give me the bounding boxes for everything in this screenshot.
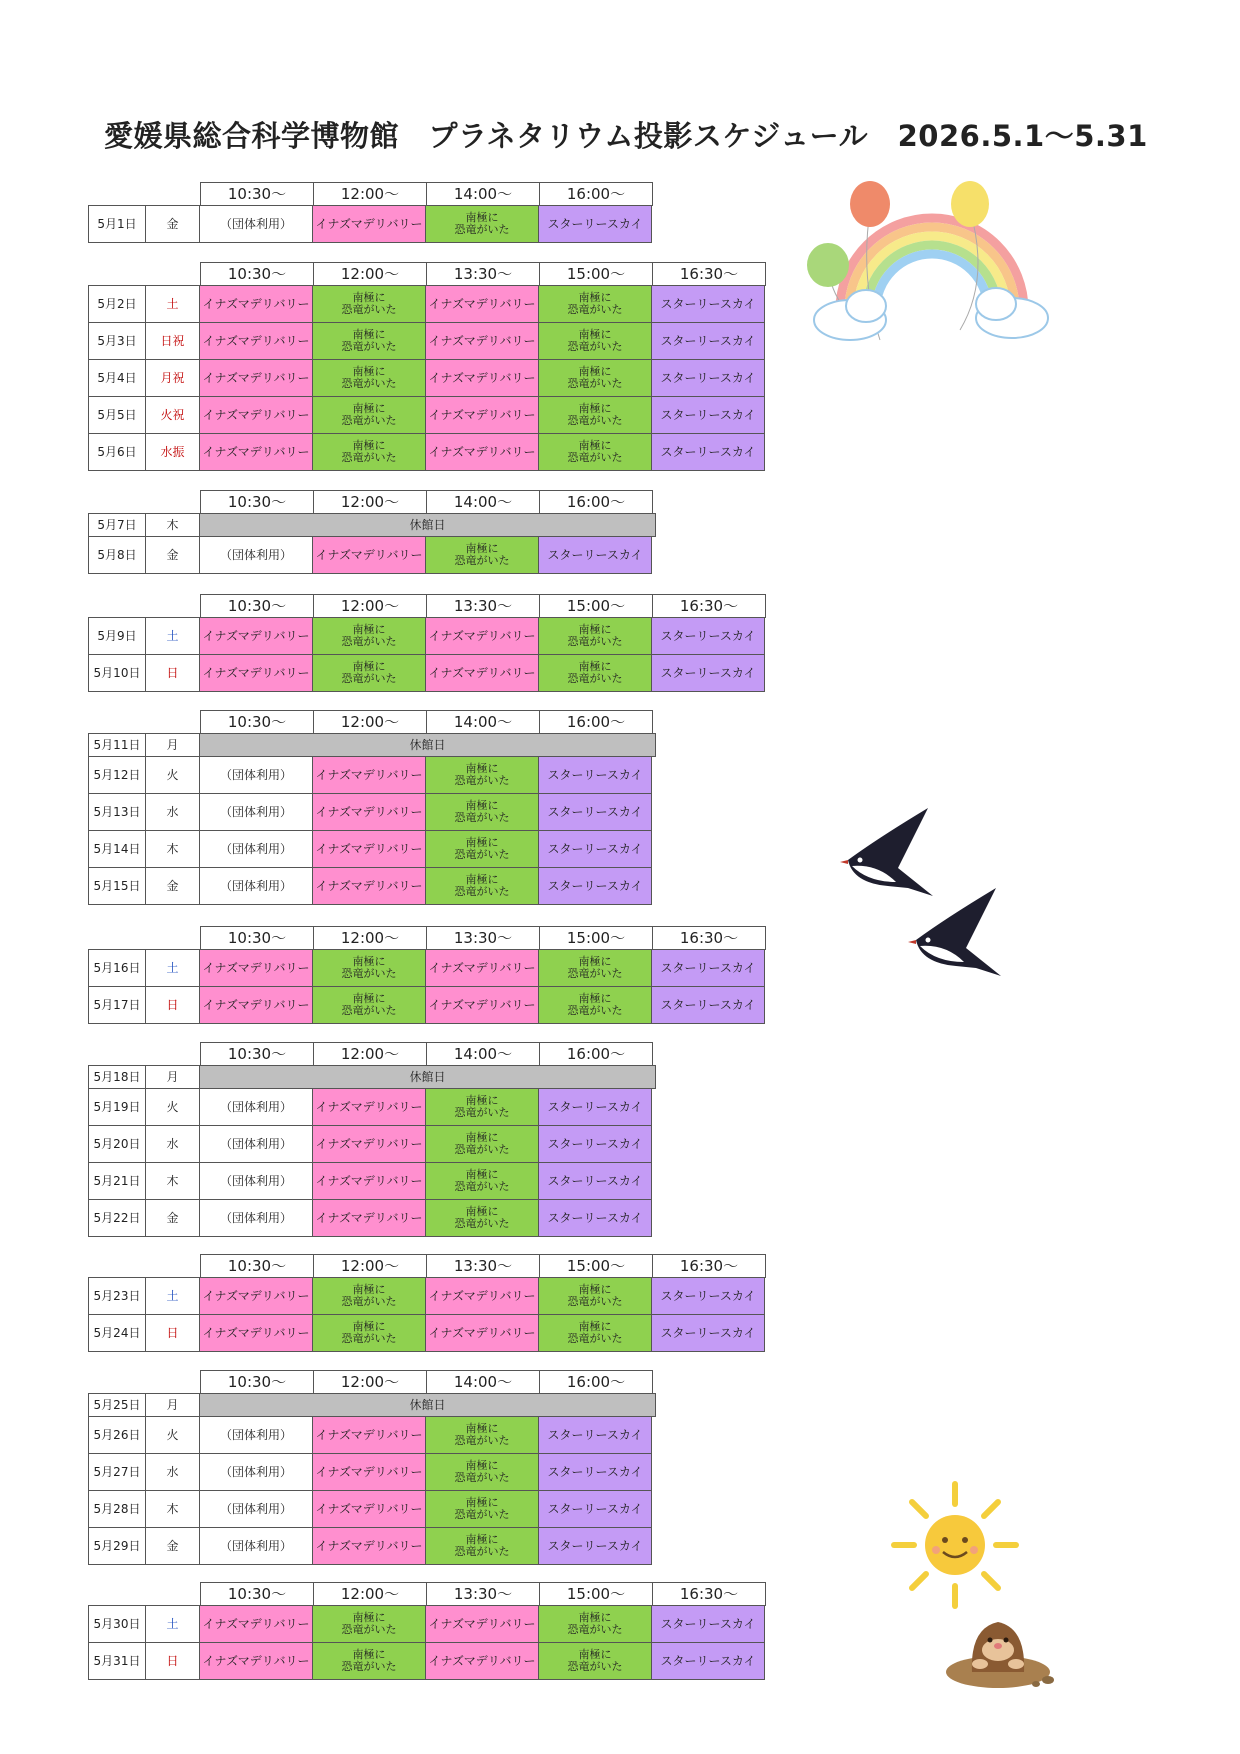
time-header-row: [200, 1582, 788, 1606]
table-row: [88, 1199, 788, 1237]
date-cell: 5月24日: [88, 1314, 146, 1352]
table-row: [88, 1065, 788, 1089]
time-header: 13:30〜: [426, 1254, 540, 1278]
show-cell-starry: スターリースカイ: [538, 756, 652, 794]
show-cell-starry: スターリースカイ: [651, 1314, 765, 1352]
weekday-cell: 火祝: [145, 396, 200, 434]
time-header: 10:30〜: [200, 926, 314, 950]
show-cell-inazuma: イナズマデリバリー: [425, 1642, 539, 1680]
time-header: 14:00〜: [426, 490, 540, 514]
time-header: 16:30〜: [652, 1582, 766, 1606]
show-cell-nankyoku: 南極に 恐竜がいた: [425, 536, 539, 574]
show-cell-nankyoku: 南極に 恐竜がいた: [538, 654, 652, 692]
show-cell-inazuma: イナズマデリバリー: [312, 867, 426, 905]
table-row: [88, 830, 788, 868]
date-cell: 5月1日: [88, 205, 146, 243]
weekday-cell: 土: [145, 1605, 200, 1643]
weekday-cell: 金: [145, 1199, 200, 1237]
show-cell-starry: スターリースカイ: [538, 1125, 652, 1163]
show-cell-nankyoku: 南極に 恐竜がいた: [312, 986, 426, 1024]
show-cell-inazuma: イナズマデリバリー: [312, 1199, 426, 1237]
show-cell-nankyoku: 南極に 恐竜がいた: [312, 1642, 426, 1680]
show-cell-inazuma: イナズマデリバリー: [312, 1453, 426, 1491]
date-cell: 5月11日: [88, 733, 146, 757]
schedule-block: [88, 262, 788, 471]
show-cell-inazuma: イナズマデリバリー: [199, 1277, 313, 1315]
show-cell-nankyoku: 南極に 恐竜がいた: [538, 433, 652, 471]
show-cell-nankyoku: 南極に 恐竜がいた: [538, 986, 652, 1024]
show-cell-starry: スターリースカイ: [651, 433, 765, 471]
show-cell-nankyoku: 南極に 恐竜がいた: [312, 359, 426, 397]
show-cell-inazuma: イナズマデリバリー: [312, 793, 426, 831]
show-cell-group: （団体利用）: [199, 536, 313, 574]
date-cell: 5月8日: [88, 536, 146, 574]
show-cell-starry: スターリースカイ: [538, 793, 652, 831]
show-cell-inazuma: イナズマデリバリー: [199, 1314, 313, 1352]
time-header: 10:30〜: [200, 1370, 314, 1394]
weekday-cell: 金: [145, 1527, 200, 1565]
weekday-cell: 日: [145, 654, 200, 692]
weekday-cell: 木: [145, 830, 200, 868]
time-header: 16:00〜: [539, 1370, 653, 1394]
weekday-cell: 土: [145, 949, 200, 987]
show-cell-inazuma: イナズマデリバリー: [425, 1314, 539, 1352]
show-cell-inazuma: イナズマデリバリー: [312, 1490, 426, 1528]
show-cell-nankyoku: 南極に 恐竜がいた: [425, 1416, 539, 1454]
time-header: 16:30〜: [652, 594, 766, 618]
show-cell-nankyoku: 南極に 恐竜がいた: [312, 433, 426, 471]
show-cell-inazuma: イナズマデリバリー: [199, 285, 313, 323]
date-cell: 5月15日: [88, 867, 146, 905]
time-header: 16:30〜: [652, 262, 766, 286]
show-cell-nankyoku: 南極に 恐竜がいた: [425, 756, 539, 794]
show-cell-inazuma: イナズマデリバリー: [425, 433, 539, 471]
table-row: [88, 617, 788, 655]
show-cell-starry: スターリースカイ: [651, 396, 765, 434]
date-cell: 5月25日: [88, 1393, 146, 1417]
time-header: 16:00〜: [539, 490, 653, 514]
date-cell: 5月26日: [88, 1416, 146, 1454]
time-header: 12:00〜: [313, 1254, 427, 1278]
table-row: [88, 949, 788, 987]
time-header: 16:30〜: [652, 1254, 766, 1278]
show-cell-inazuma: イナズマデリバリー: [199, 359, 313, 397]
show-cell-inazuma: イナズマデリバリー: [312, 830, 426, 868]
show-cell-starry: スターリースカイ: [651, 359, 765, 397]
weekday-cell: 金: [145, 867, 200, 905]
date-cell: 5月30日: [88, 1605, 146, 1643]
time-header: 16:00〜: [539, 1042, 653, 1066]
weekday-cell: 木: [145, 1162, 200, 1200]
table-row: [88, 285, 788, 323]
show-cell-inazuma: イナズマデリバリー: [312, 756, 426, 794]
time-header: 13:30〜: [426, 594, 540, 618]
date-cell: 5月29日: [88, 1527, 146, 1565]
weekday-cell: 火: [145, 756, 200, 794]
schedule-block: [88, 182, 788, 243]
show-cell-group: （団体利用）: [199, 1416, 313, 1454]
weekday-cell: 水: [145, 793, 200, 831]
show-cell-inazuma: イナズマデリバリー: [199, 322, 313, 360]
show-cell-starry: スターリースカイ: [651, 617, 765, 655]
time-header-row: [200, 182, 788, 206]
time-header-row: [200, 1254, 788, 1278]
date-cell: 5月14日: [88, 830, 146, 868]
show-cell-nankyoku: 南極に 恐竜がいた: [312, 1277, 426, 1315]
date-cell: 5月5日: [88, 396, 146, 434]
date-cell: 5月18日: [88, 1065, 146, 1089]
show-cell-inazuma: イナズマデリバリー: [312, 1416, 426, 1454]
time-header: 12:00〜: [313, 1042, 427, 1066]
show-cell-nankyoku: 南極に 恐竜がいた: [425, 1453, 539, 1491]
show-cell-group: （団体利用）: [199, 1125, 313, 1163]
show-cell-inazuma: イナズマデリバリー: [312, 1527, 426, 1565]
show-cell-group: （団体利用）: [199, 830, 313, 868]
table-row: [88, 1605, 788, 1643]
table-row: [88, 205, 788, 243]
show-cell-starry: スターリースカイ: [651, 949, 765, 987]
time-header: 16:00〜: [539, 710, 653, 734]
time-header: 13:30〜: [426, 262, 540, 286]
show-cell-inazuma: イナズマデリバリー: [199, 396, 313, 434]
date-cell: 5月28日: [88, 1490, 146, 1528]
show-cell-nankyoku: 南極に 恐竜がいた: [425, 1162, 539, 1200]
show-cell-inazuma: イナズマデリバリー: [312, 1162, 426, 1200]
schedule-block: [88, 1582, 788, 1680]
closed-day-cell: 休館日: [199, 1065, 656, 1089]
show-cell-nankyoku: 南極に 恐竜がいた: [538, 1277, 652, 1315]
time-header: 10:30〜: [200, 710, 314, 734]
show-cell-group: （団体利用）: [199, 1453, 313, 1491]
show-cell-starry: スターリースカイ: [651, 322, 765, 360]
date-cell: 5月23日: [88, 1277, 146, 1315]
show-cell-nankyoku: 南極に 恐竜がいた: [312, 617, 426, 655]
table-row: [88, 1527, 788, 1565]
time-header: 13:30〜: [426, 926, 540, 950]
show-cell-inazuma: イナズマデリバリー: [312, 1125, 426, 1163]
show-cell-nankyoku: 南極に 恐竜がいた: [538, 396, 652, 434]
time-header: 12:00〜: [313, 182, 427, 206]
show-cell-inazuma: イナズマデリバリー: [199, 1605, 313, 1643]
rainbow-balloons-illustration: [800, 180, 1060, 360]
table-row: [88, 1642, 788, 1680]
weekday-cell: 月: [145, 1065, 200, 1089]
date-cell: 5月20日: [88, 1125, 146, 1163]
weekday-cell: 土: [145, 1277, 200, 1315]
show-cell-starry: スターリースカイ: [538, 1199, 652, 1237]
show-cell-starry: スターリースカイ: [651, 1277, 765, 1315]
show-cell-group: （団体利用）: [199, 1490, 313, 1528]
weekday-cell: 日祝: [145, 322, 200, 360]
date-cell: 5月4日: [88, 359, 146, 397]
weekday-cell: 金: [145, 536, 200, 574]
table-row: [88, 986, 788, 1024]
table-row: [88, 1453, 788, 1491]
show-cell-inazuma: イナズマデリバリー: [312, 205, 426, 243]
table-row: [88, 756, 788, 794]
show-cell-starry: スターリースカイ: [538, 536, 652, 574]
show-cell-nankyoku: 南極に 恐竜がいた: [312, 1605, 426, 1643]
show-cell-starry: スターリースカイ: [538, 1453, 652, 1491]
show-cell-starry: スターリースカイ: [651, 986, 765, 1024]
weekday-cell: 日: [145, 986, 200, 1024]
schedule-block: [88, 1042, 788, 1237]
show-cell-inazuma: イナズマデリバリー: [425, 285, 539, 323]
show-cell-nankyoku: 南極に 恐竜がいた: [425, 1199, 539, 1237]
show-cell-nankyoku: 南極に 恐竜がいた: [425, 830, 539, 868]
schedule-block: [88, 926, 788, 1024]
show-cell-group: （団体利用）: [199, 1162, 313, 1200]
time-header: 14:00〜: [426, 182, 540, 206]
weekday-cell: 木: [145, 513, 200, 537]
date-cell: 5月27日: [88, 1453, 146, 1491]
time-header-row: [200, 1042, 788, 1066]
time-header: 15:00〜: [539, 262, 653, 286]
date-cell: 5月9日: [88, 617, 146, 655]
table-row: [88, 733, 788, 757]
show-cell-nankyoku: 南極に 恐竜がいた: [312, 322, 426, 360]
show-cell-starry: スターリースカイ: [538, 867, 652, 905]
date-cell: 5月13日: [88, 793, 146, 831]
show-cell-nankyoku: 南極に 恐竜がいた: [425, 867, 539, 905]
schedule-block: [88, 710, 788, 905]
time-header: 15:00〜: [539, 594, 653, 618]
show-cell-nankyoku: 南極に 恐竜がいた: [312, 654, 426, 692]
show-cell-inazuma: イナズマデリバリー: [425, 322, 539, 360]
show-cell-inazuma: イナズマデリバリー: [199, 1642, 313, 1680]
show-cell-nankyoku: 南極に 恐竜がいた: [312, 396, 426, 434]
show-cell-starry: スターリースカイ: [538, 1490, 652, 1528]
show-cell-nankyoku: 南極に 恐竜がいた: [425, 1088, 539, 1126]
show-cell-group: （団体利用）: [199, 205, 313, 243]
show-cell-nankyoku: 南極に 恐竜がいた: [538, 617, 652, 655]
show-cell-group: （団体利用）: [199, 867, 313, 905]
show-cell-inazuma: イナズマデリバリー: [199, 949, 313, 987]
time-header: 15:00〜: [539, 926, 653, 950]
date-cell: 5月31日: [88, 1642, 146, 1680]
schedule-block: [88, 490, 788, 574]
schedule-block: [88, 594, 788, 692]
show-cell-starry: スターリースカイ: [651, 285, 765, 323]
table-row: [88, 322, 788, 360]
time-header: 15:00〜: [539, 1254, 653, 1278]
table-row: [88, 433, 788, 471]
table-row: [88, 536, 788, 574]
weekday-cell: 水: [145, 1125, 200, 1163]
date-cell: 5月6日: [88, 433, 146, 471]
closed-day-cell: 休館日: [199, 1393, 656, 1417]
date-cell: 5月22日: [88, 1199, 146, 1237]
time-header-row: [200, 710, 788, 734]
table-row: [88, 1125, 788, 1163]
show-cell-starry: スターリースカイ: [651, 654, 765, 692]
show-cell-starry: スターリースカイ: [538, 1527, 652, 1565]
show-cell-inazuma: イナズマデリバリー: [425, 1277, 539, 1315]
table-row: [88, 1314, 788, 1352]
show-cell-inazuma: イナズマデリバリー: [199, 617, 313, 655]
show-cell-nankyoku: 南極に 恐竜がいた: [312, 1314, 426, 1352]
table-row: [88, 867, 788, 905]
show-cell-starry: スターリースカイ: [651, 1642, 765, 1680]
time-header: 10:30〜: [200, 1582, 314, 1606]
show-cell-inazuma: イナズマデリバリー: [425, 654, 539, 692]
show-cell-group: （団体利用）: [199, 1088, 313, 1126]
show-cell-starry: スターリースカイ: [538, 1162, 652, 1200]
table-row: [88, 1393, 788, 1417]
show-cell-nankyoku: 南極に 恐竜がいた: [538, 359, 652, 397]
show-cell-inazuma: イナズマデリバリー: [199, 433, 313, 471]
time-header: 10:30〜: [200, 182, 314, 206]
weekday-cell: 水振: [145, 433, 200, 471]
closed-day-cell: 休館日: [199, 513, 656, 537]
time-header-row: [200, 594, 788, 618]
time-header: 14:00〜: [426, 1370, 540, 1394]
weekday-cell: 金: [145, 205, 200, 243]
show-cell-inazuma: イナズマデリバリー: [199, 654, 313, 692]
show-cell-starry: スターリースカイ: [538, 830, 652, 868]
show-cell-inazuma: イナズマデリバリー: [425, 986, 539, 1024]
date-cell: 5月21日: [88, 1162, 146, 1200]
time-header: 12:00〜: [313, 710, 427, 734]
date-cell: 5月16日: [88, 949, 146, 987]
table-row: [88, 1490, 788, 1528]
time-header: 10:30〜: [200, 490, 314, 514]
time-header: 14:00〜: [426, 1042, 540, 1066]
weekday-cell: 月祝: [145, 359, 200, 397]
show-cell-inazuma: イナズマデリバリー: [425, 1605, 539, 1643]
time-header: 15:00〜: [539, 1582, 653, 1606]
show-cell-nankyoku: 南極に 恐竜がいた: [425, 1125, 539, 1163]
show-cell-inazuma: イナズマデリバリー: [425, 396, 539, 434]
show-cell-nankyoku: 南極に 恐竜がいた: [425, 1490, 539, 1528]
schedule-block: [88, 1370, 788, 1565]
time-header: 12:00〜: [313, 594, 427, 618]
show-cell-group: （団体利用）: [199, 793, 313, 831]
date-cell: 5月2日: [88, 285, 146, 323]
weekday-cell: 火: [145, 1088, 200, 1126]
show-cell-nankyoku: 南極に 恐竜がいた: [538, 285, 652, 323]
weekday-cell: 月: [145, 1393, 200, 1417]
show-cell-nankyoku: 南極に 恐竜がいた: [538, 322, 652, 360]
table-row: [88, 654, 788, 692]
table-row: [88, 793, 788, 831]
show-cell-starry: スターリースカイ: [538, 1416, 652, 1454]
time-header-row: [200, 926, 788, 950]
show-cell-nankyoku: 南極に 恐竜がいた: [425, 793, 539, 831]
time-header: 12:00〜: [313, 1582, 427, 1606]
time-header: 12:00〜: [313, 262, 427, 286]
weekday-cell: 土: [145, 617, 200, 655]
show-cell-inazuma: イナズマデリバリー: [199, 986, 313, 1024]
time-header: 12:00〜: [313, 926, 427, 950]
show-cell-group: （団体利用）: [199, 1199, 313, 1237]
show-cell-starry: スターリースカイ: [538, 205, 652, 243]
show-cell-nankyoku: 南極に 恐竜がいた: [538, 1642, 652, 1680]
weekday-cell: 火: [145, 1416, 200, 1454]
show-cell-starry: スターリースカイ: [651, 1605, 765, 1643]
swallow-birds-illustration: [838, 808, 1008, 978]
time-header-row: [200, 490, 788, 514]
time-header-row: [200, 1370, 788, 1394]
mole-illustration: [940, 1604, 1060, 1690]
time-header: 12:00〜: [313, 490, 427, 514]
show-cell-nankyoku: 南極に 恐竜がいた: [425, 1527, 539, 1565]
time-header: 10:30〜: [200, 594, 314, 618]
show-cell-inazuma: イナズマデリバリー: [425, 949, 539, 987]
time-header: 10:30〜: [200, 1254, 314, 1278]
table-row: [88, 1088, 788, 1126]
show-cell-nankyoku: 南極に 恐竜がいた: [425, 205, 539, 243]
weekday-cell: 水: [145, 1453, 200, 1491]
schedule-block: [88, 1254, 788, 1352]
weekday-cell: 月: [145, 733, 200, 757]
time-header: 12:00〜: [313, 1370, 427, 1394]
time-header: 13:30〜: [426, 1582, 540, 1606]
date-cell: 5月7日: [88, 513, 146, 537]
weekday-cell: 木: [145, 1490, 200, 1528]
page-title: 愛媛県総合科学博物館 プラネタリウム投影スケジュール 2026.5.1〜5.31: [104, 119, 1148, 153]
show-cell-starry: スターリースカイ: [538, 1088, 652, 1126]
table-row: [88, 1416, 788, 1454]
table-row: [88, 1162, 788, 1200]
weekday-cell: 土: [145, 285, 200, 323]
time-header: 10:30〜: [200, 1042, 314, 1066]
show-cell-inazuma: イナズマデリバリー: [425, 359, 539, 397]
show-cell-inazuma: イナズマデリバリー: [425, 617, 539, 655]
show-cell-group: （団体利用）: [199, 1527, 313, 1565]
weekday-cell: 日: [145, 1642, 200, 1680]
show-cell-inazuma: イナズマデリバリー: [312, 1088, 426, 1126]
table-row: [88, 1277, 788, 1315]
show-cell-nankyoku: 南極に 恐竜がいた: [538, 1605, 652, 1643]
time-header: 16:00〜: [539, 182, 653, 206]
time-header: 10:30〜: [200, 262, 314, 286]
show-cell-group: （団体利用）: [199, 756, 313, 794]
show-cell-nankyoku: 南極に 恐竜がいた: [538, 949, 652, 987]
date-cell: 5月12日: [88, 756, 146, 794]
time-header: 14:00〜: [426, 710, 540, 734]
table-row: [88, 513, 788, 537]
date-cell: 5月19日: [88, 1088, 146, 1126]
show-cell-nankyoku: 南極に 恐竜がいた: [312, 949, 426, 987]
date-cell: 5月17日: [88, 986, 146, 1024]
sun-illustration: [890, 1480, 1020, 1610]
show-cell-nankyoku: 南極に 恐竜がいた: [538, 1314, 652, 1352]
time-header-row: [200, 262, 788, 286]
time-header: 16:30〜: [652, 926, 766, 950]
show-cell-inazuma: イナズマデリバリー: [312, 536, 426, 574]
date-cell: 5月3日: [88, 322, 146, 360]
date-cell: 5月10日: [88, 654, 146, 692]
table-row: [88, 396, 788, 434]
weekday-cell: 日: [145, 1314, 200, 1352]
show-cell-nankyoku: 南極に 恐竜がいた: [312, 285, 426, 323]
table-row: [88, 359, 788, 397]
closed-day-cell: 休館日: [199, 733, 656, 757]
